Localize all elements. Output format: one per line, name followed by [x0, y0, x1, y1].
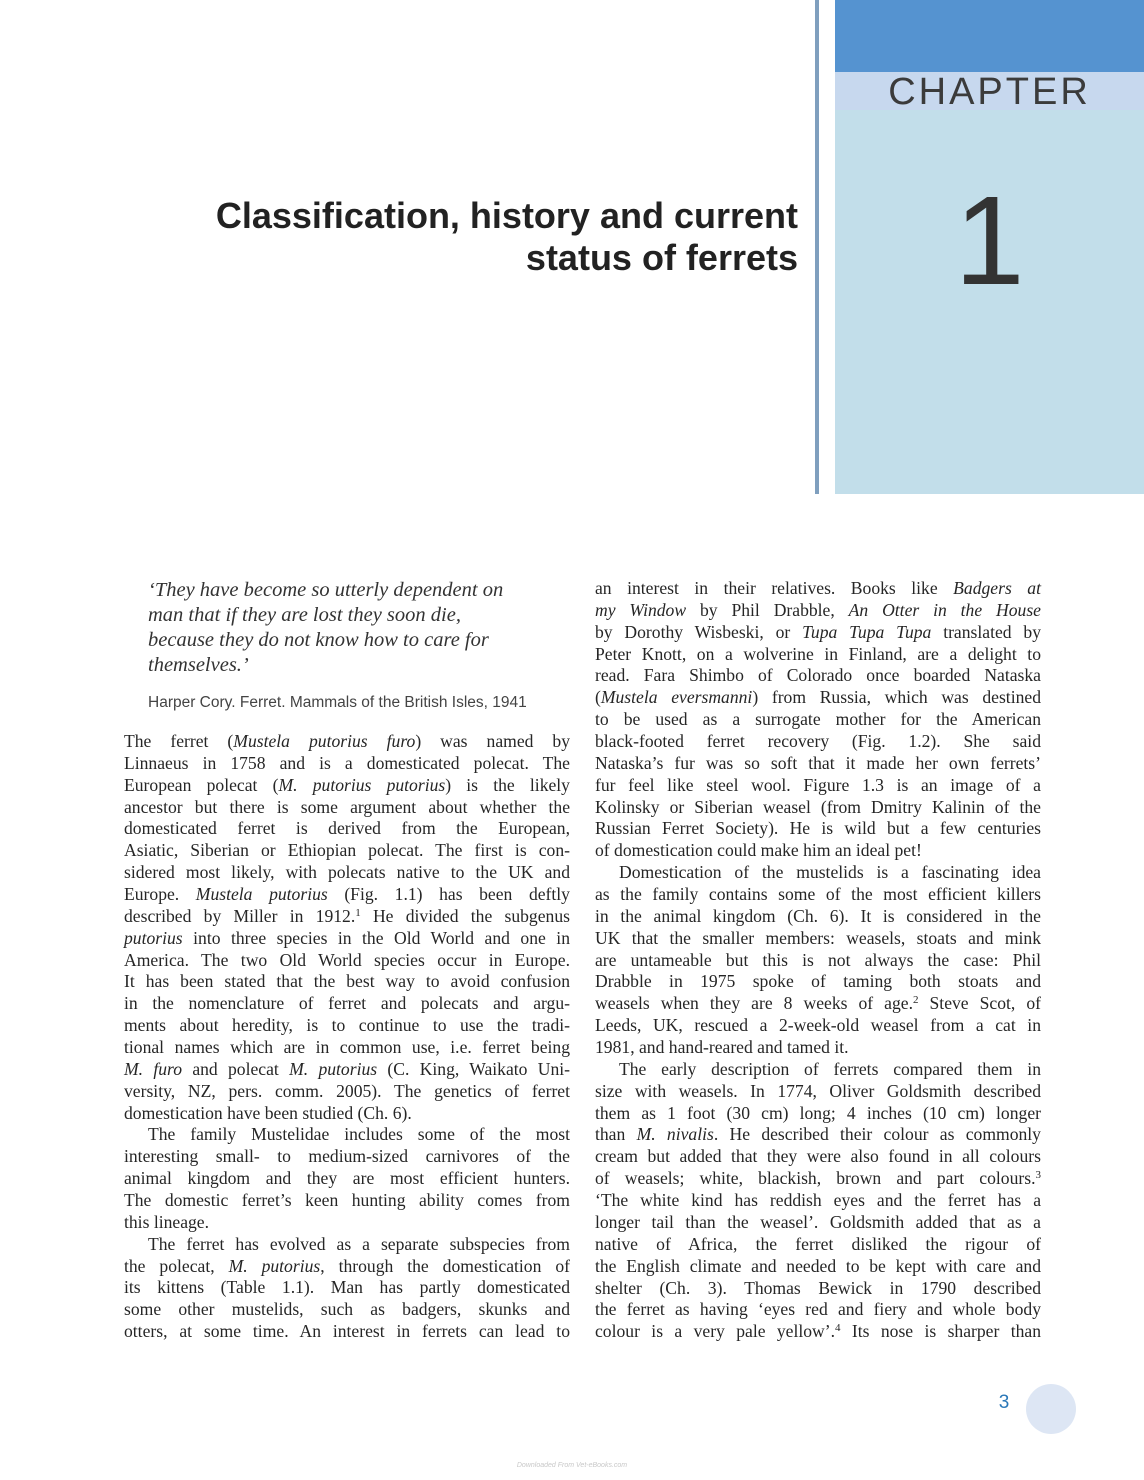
right_column-line: weasels when they are 8 weeks of age.$^2$ Steve Scot, of: [595, 993, 1041, 1014]
right_column-line: cream but added that they were also found in all colours: [595, 1146, 1041, 1167]
right_column-line: longer tail than the weasel’. Goldsmith added that as a: [595, 1211, 1041, 1232]
right_column-line: Kolinsky or Siberian weasel (from Dmitry Kalinin of the: [595, 796, 1041, 817]
right_column-line: Nataska’s fur was so soft that it made her own ferrets’: [595, 752, 1041, 773]
chapter-title-line: status of ferrets: [525, 237, 798, 278]
chapter-title-line: Classification, history and current: [215, 195, 798, 236]
left_column-line: M. furo and polecat M. putorius (C. King, Waikato Uni-: [124, 1058, 570, 1079]
divider-line: [815, 0, 819, 494]
left_column-line: this lineage.: [124, 1211, 210, 1232]
right_column-line: Peter Knott, on a wolverine in Finland, are a delight to: [595, 643, 1041, 664]
left_column-line: Europe. Mustela putorius (Fig. 1.1) has been deftly: [124, 884, 570, 905]
right_column-line: 1981, and hand-reared and tamed it.: [595, 1037, 849, 1058]
chapter-title: [118, 195, 798, 279]
left_column-line: sidered most likely, with polecats native to the UK and: [124, 862, 570, 883]
footer-note: Downloaded From Vet-eBooks.com: [516, 1462, 628, 1469]
right_column-line: in the animal kingdom (Ch. 6). It is considered in the: [595, 905, 1041, 926]
right_column-line: shelter (Ch. 3). Thomas Bewick in 1790 described: [595, 1277, 1041, 1298]
left_column-line: The family Mustelidae includes some of the most: [148, 1124, 570, 1145]
left_column-line: domesticated ferret is derived from the European,: [124, 818, 570, 839]
left_column-line: its kittens (Table 1.1). Man has partly domesticated: [124, 1277, 570, 1298]
left_column-line: Asiatic, Siberian or Ethiopian polecat. The first is con-: [124, 840, 570, 861]
chapter-label: CHAPTER: [888, 71, 1091, 113]
left_column-line: in the nomenclature of ferret and polecats and argu-: [124, 993, 570, 1014]
left_column-line: ments about heredity, is to continue to use the tradi-: [124, 1015, 570, 1036]
left_column-line: some other mustelids, such as badgers, skunks and: [124, 1299, 570, 1320]
epigraph-line: ‘They have become so utterly dependent on: [148, 579, 504, 601]
epigraph-line: themselves.’: [148, 654, 249, 676]
body-column-right: [595, 578, 1041, 1343]
right_column-line: ‘The white kind has reddish eyes and the ferret has a: [595, 1190, 1041, 1211]
epigraph: [148, 578, 558, 712]
left_column-line: domestication have been studied (Ch. 6).: [124, 1102, 412, 1123]
right_column-line: Drabble in 1975 spoke of taming both stoats and: [595, 971, 1041, 992]
body-column-left: [124, 731, 570, 1343]
right_column-line: by Dorothy Wisbeski, or Tupa Tupa Tupa translated by: [595, 621, 1042, 642]
right_column-line: (Mustela eversmanni) from Russia, which was destined: [595, 687, 1041, 708]
right_column-line: Domestication of the mustelids is a fascinating idea: [619, 862, 1041, 883]
right_column-line: Russian Ferret Society). He is wild but a few centuries: [595, 818, 1041, 839]
right_column-line: as the family contains some of the most efficient killers: [595, 884, 1041, 905]
right_column-line: the ferret as having ‘eyes red and fiery and whole body: [595, 1299, 1041, 1320]
chapter-panel-top: [835, 0, 1144, 72]
left_column-line: tional names which are in common use, i.e. ferret being: [124, 1037, 570, 1058]
right_column-line: to be used as a surrogate mother for the American: [595, 709, 1041, 730]
left_column-line: the polecat, M. putorius, through the domestication of: [124, 1255, 570, 1276]
left_column-line: European polecat (M. putorius putorius) is the likely: [124, 774, 570, 795]
left_column-line: It has been stated that the best way to avoid confusion: [124, 971, 570, 992]
right_column-line: are untameable but this is not always the case: Phil: [595, 949, 1041, 970]
right_column-line: an interest in their relatives. Books like Badgers at: [595, 578, 1041, 598]
right_column-line: UK that the smaller members: weasels, stoats and mink: [595, 927, 1041, 948]
right_column-line: them as 1 foot (30 cm) long; 4 inches (10 cm) longer: [595, 1102, 1041, 1123]
left_column-line: animal kingdom and they are most efficient hunters.: [124, 1168, 570, 1189]
left_column-line: The ferret (Mustela putorius furo) was named by: [124, 731, 571, 751]
left_column-line: otters, at some time. An interest in ferrets can lead to: [124, 1321, 570, 1342]
right_column-line: black-footed ferret recovery (Fig. 1.2). She said: [595, 731, 1041, 752]
chapter-panel: [835, 0, 1144, 494]
left_column-line: ancestor but there is some argument about whether the: [124, 796, 570, 817]
left_column-line: versity, NZ, pers. comm. 2005). The genetics of ferret: [124, 1080, 570, 1101]
epigraph-attribution: Harper Cory. Ferret. Mammals of the British Isles, 1941: [148, 694, 527, 711]
right_column-line: of weasels; white, blackish, brown and part colours.$^3$: [595, 1168, 1041, 1189]
epigraph-line: man that if they are lost they soon die,: [148, 604, 461, 626]
right_column-line: of domestication could make him an ideal pet!: [595, 840, 922, 861]
page-number: 3: [998, 1392, 1010, 1413]
right_column-line: size with weasels. In 1774, Oliver Goldsmith described: [595, 1080, 1041, 1101]
right_column-line: fur feel like steel wool. Figure 1.3 is an image of a: [595, 774, 1041, 795]
epigraph-line: because they do not know how to care for: [148, 629, 489, 651]
chapter-number: 1: [954, 170, 1025, 311]
left_column-line: interesting small- to medium-sized carnivores of the: [124, 1146, 570, 1167]
right_column-line: Leeds, UK, rescued a 2-week-old weasel from a cat in: [595, 1015, 1041, 1036]
right_column-line: read. Fara Shimbo of Colorado once boarded Nataska: [595, 665, 1041, 686]
right_column-line: The early description of ferrets compared them in: [619, 1058, 1041, 1079]
right_column-line: my Window by Phil Drabble, An Otter in the House: [595, 599, 1041, 620]
left_column-line: The ferret has evolved as a separate subspecies from: [148, 1233, 570, 1254]
left_column-line: The domestic ferret’s keen hunting ability comes from: [124, 1190, 570, 1211]
left_column-line: described by Miller in 1912.$^1$ He divided the subgenus: [124, 905, 570, 926]
page-number-circle: [1026, 1384, 1076, 1434]
right_column-line: colour is a very pale yellow’.$^4$ Its nose is sharper than: [595, 1321, 1041, 1342]
right_column-line: native of Africa, the ferret disliked the rigour of: [595, 1233, 1041, 1254]
right_column-line: the English climate and needed to be kept with care and: [595, 1255, 1041, 1276]
left_column-line: Linnaeus in 1758 and is a domesticated polecat. The: [124, 752, 570, 773]
left_column-line: putorius into three species in the Old World and one in: [124, 927, 570, 948]
left_column-line: America. The two Old World species occur in Europe.: [124, 949, 570, 970]
right_column-line: than M. nivalis. He described their colour as commonly: [595, 1124, 1041, 1145]
